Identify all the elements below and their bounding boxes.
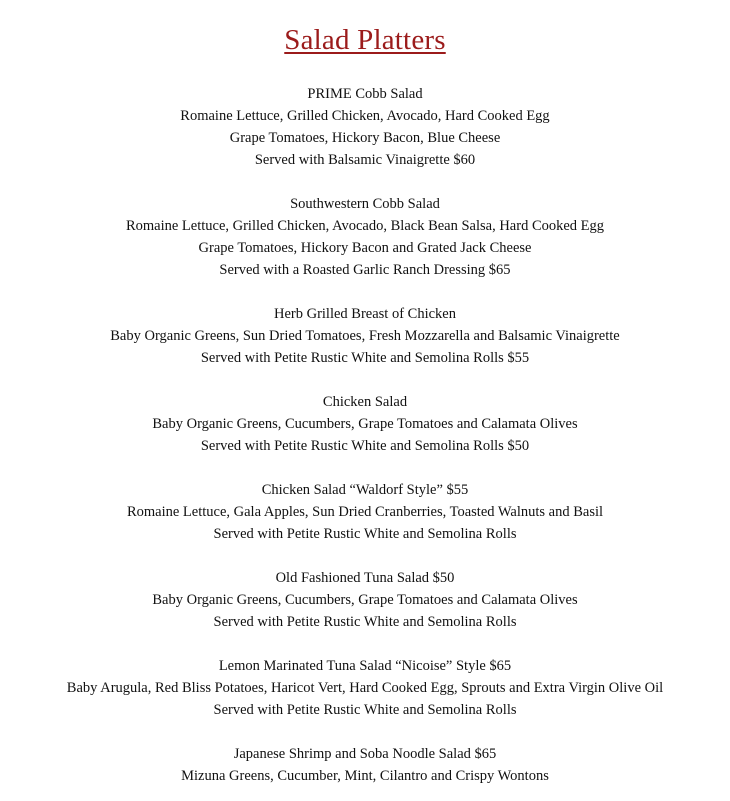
menu-item-shrimp-soba-salad — [0, 743, 730, 787]
menu-item-chicken-salad — [0, 391, 730, 457]
item-description: Grape Tomatoes, Hickory Bacon and Grated Jack Cheese — [198, 240, 532, 256]
item-serving: Served with Petite Rustic White and Semolina Rolls — [213, 526, 517, 542]
menu-item-southwestern-cobb-salad — [0, 193, 730, 281]
item-name-price: Chicken Salad “Waldorf Style” $55 — [261, 482, 469, 498]
item-description: Mizuna Greens, Cucumber, Mint, Cilantro and Crispy Wontons — [181, 768, 549, 784]
menu-item-prime-cobb-salad — [0, 83, 730, 171]
item-name-price: Lemon Marinated Tuna Salad “Nicoise” Style $65 — [218, 658, 512, 674]
item-serving-price: Served with Petite Rustic White and Semolina Rolls $50 — [200, 438, 530, 454]
item-name-price: Japanese Shrimp and Soba Noodle Salad $65 — [233, 746, 497, 762]
item-serving-price: Served with Balsamic Vinaigrette $60 — [254, 152, 476, 168]
item-serving-price: Served with a Roasted Garlic Ranch Dressing $65 — [219, 262, 511, 278]
item-name: Southwestern Cobb Salad — [290, 196, 440, 212]
item-name: PRIME Cobb Salad — [307, 86, 423, 102]
item-name: Chicken Salad — [322, 394, 408, 410]
item-description: Baby Organic Greens, Cucumbers, Grape Tomatoes and Calamata Olives — [152, 592, 578, 608]
menu-item-tuna-nicoise — [0, 655, 730, 721]
item-description: Romaine Lettuce, Grilled Chicken, Avocado, Hard Cooked Egg — [180, 108, 550, 124]
salad-list — [0, 83, 730, 787]
menu-item-chicken-salad-waldorf — [0, 479, 730, 545]
item-description: Baby Organic Greens, Cucumbers, Grape Tomatoes and Calamata Olives — [152, 416, 578, 432]
item-name-price: Old Fashioned Tuna Salad $50 — [275, 570, 455, 586]
item-description: Baby Arugula, Red Bliss Potatoes, Haricot Vert, Hard Cooked Egg, Sprouts and Extra Virgin Olive Oil — [66, 680, 664, 696]
item-description: Baby Organic Greens, Sun Dried Tomatoes, Fresh Mozzarella and Balsamic Vinaigrette — [110, 328, 620, 344]
item-name: Herb Grilled Breast of Chicken — [273, 306, 456, 322]
item-serving: Served with Petite Rustic White and Semolina Rolls — [213, 614, 517, 630]
page-title: Salad Platters — [284, 24, 446, 56]
item-description: Romaine Lettuce, Gala Apples, Sun Dried Cranberries, Toasted Walnuts and Basil — [126, 504, 604, 520]
item-description: Romaine Lettuce, Grilled Chicken, Avocado, Black Bean Salsa, Hard Cooked Egg — [125, 218, 605, 234]
item-serving: Served with Petite Rustic White and Semolina Rolls — [213, 702, 517, 718]
menu-item-old-fashioned-tuna-salad — [0, 567, 730, 633]
item-serving-price: Served with Petite Rustic White and Semolina Rolls $55 — [200, 350, 530, 366]
menu-item-herb-grilled-chicken — [0, 303, 730, 369]
item-description: Grape Tomatoes, Hickory Bacon, Blue Cheese — [229, 130, 501, 146]
